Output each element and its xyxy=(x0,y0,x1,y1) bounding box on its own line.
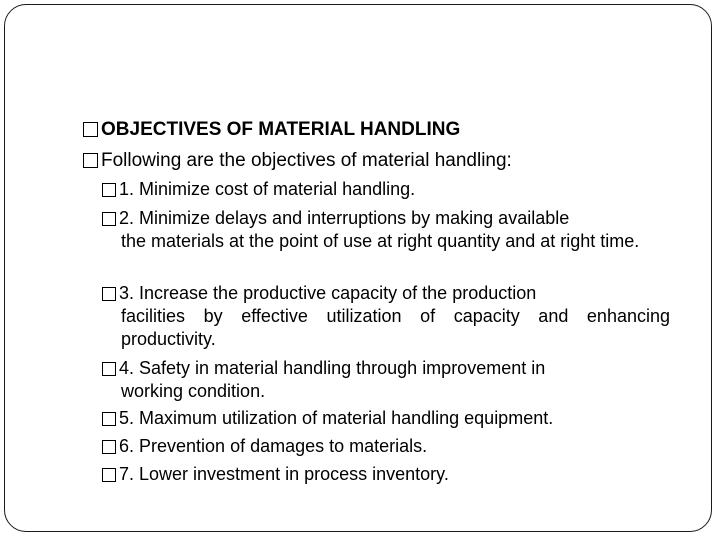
square-bullet-icon xyxy=(83,153,98,168)
list-item-continuation: the materials at the point of use at right quantity and at right time. xyxy=(121,230,640,251)
list-item-text: 3. Increase the productive capacity of the production xyxy=(119,283,537,303)
square-bullet-icon xyxy=(102,412,116,426)
list-item-text: 1. Minimize cost of material handling. xyxy=(119,179,416,199)
list-item xyxy=(102,178,670,201)
intro-line xyxy=(83,150,512,172)
square-bullet-icon xyxy=(102,468,116,482)
square-bullet-icon xyxy=(102,440,116,454)
list-item-line xyxy=(102,357,670,380)
list-item xyxy=(102,463,670,486)
list-item-line xyxy=(102,407,670,430)
list-item-text: 5. Maximum utilization of material handling equipment. xyxy=(119,408,554,428)
list-item xyxy=(102,207,670,253)
square-bullet-icon xyxy=(102,212,116,226)
list-item xyxy=(102,435,670,458)
list-item-line xyxy=(102,435,670,458)
list-item-text: 7. Lower investment in process inventory. xyxy=(119,464,449,484)
list-item xyxy=(102,282,670,350)
square-bullet-icon xyxy=(102,362,116,376)
square-bullet-icon xyxy=(102,183,116,197)
heading-text: OBJECTIVES OF MATERIAL HANDLING xyxy=(101,119,461,140)
list-item xyxy=(102,407,670,430)
list-item-continuation: facilities by effective utilization of capacity and enhancing productivity. xyxy=(121,305,670,349)
slide-heading xyxy=(83,119,460,141)
list-item-text: 2. Minimize delays and interruptions by making available xyxy=(119,208,570,228)
list-item-text: 4. Safety in material handling through improvement in xyxy=(119,358,546,378)
square-bullet-icon xyxy=(102,287,116,301)
list-item-text: 6. Prevention of damages to materials. xyxy=(119,436,428,456)
list-item-line xyxy=(102,207,670,230)
list-item-line xyxy=(102,463,670,486)
intro-text: Following are the objectives of material handling: xyxy=(101,150,512,171)
square-bullet-icon xyxy=(83,122,98,137)
list-item-continuation: working condition. xyxy=(121,380,266,401)
list-item-line xyxy=(102,178,670,201)
list-item-line xyxy=(102,282,670,305)
list-item xyxy=(102,357,670,403)
